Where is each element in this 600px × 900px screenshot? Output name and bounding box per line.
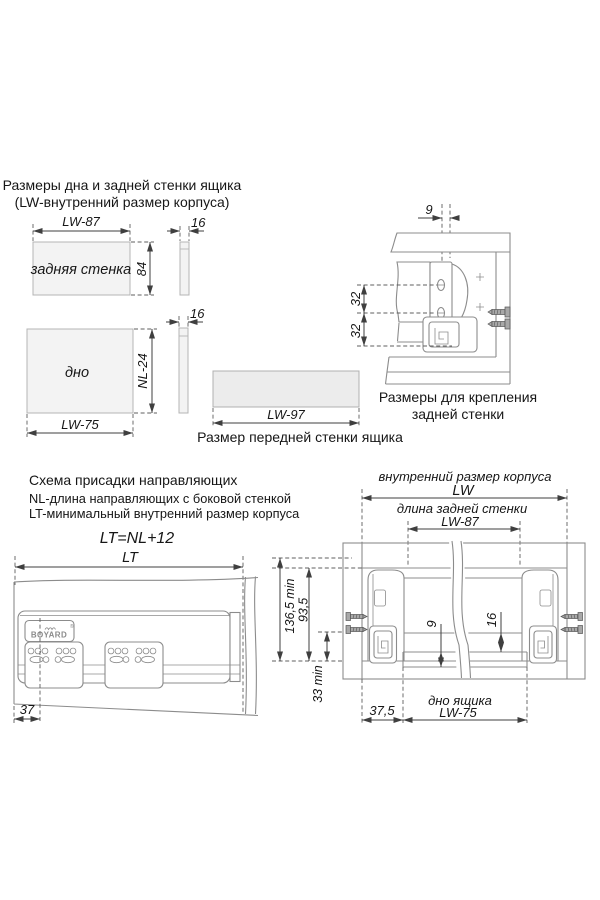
dim-bottom-thickness: 16 — [190, 306, 205, 321]
dim-back-wall-width: LW-87 — [62, 214, 100, 229]
dim-pitch-lower: 32 — [348, 323, 363, 339]
extension-lines — [179, 316, 188, 327]
dim-pitch-upper: 32 — [348, 291, 363, 307]
dim-lt-label: LT — [122, 550, 138, 566]
dim-first-hole: 37 — [19, 702, 35, 717]
dim-height-min: 136,5 min — [283, 578, 297, 634]
note-nl: NL-длина направляющих с боковой стенкой — [29, 491, 291, 506]
note-lt: LT-минимальный внутренний размер корпуса — [29, 506, 300, 521]
screw — [488, 307, 510, 317]
title-line2: (LW-внутренний размер корпуса) — [14, 194, 230, 210]
screw — [488, 319, 510, 329]
rails-scheme-title: Схема присадки направляющих — [29, 472, 238, 488]
back-mount-caption-line1: Размеры для крепления — [378, 389, 538, 405]
bottom-panel-dim: LW-75 — [439, 705, 477, 720]
back-wall-length-dim: LW-87 — [441, 514, 479, 529]
mount-plate-rear — [105, 642, 163, 688]
back-mount-caption-line2: задней стенки — [411, 406, 505, 422]
cabinet-top-band — [391, 233, 510, 252]
extension-lines — [180, 226, 189, 241]
front-panel-caption: Размер передней стенки ящика — [197, 429, 403, 445]
dim-thickness: 16 — [484, 612, 499, 628]
cross-marks — [476, 273, 484, 311]
rail-end-cap — [230, 613, 240, 682]
drawer-bottom-section — [397, 323, 425, 342]
drawer-side-left-slot — [375, 590, 386, 606]
bottom-edge-view — [179, 328, 188, 413]
cabinet-section-drawing — [272, 469, 585, 723]
mount-plate-front — [25, 642, 83, 688]
screw — [346, 626, 367, 634]
screw — [561, 626, 583, 634]
rail-mech-right-inner — [534, 631, 552, 658]
back-wall-edge-view — [180, 242, 189, 295]
dim-bottom-clearance: 33 min — [311, 665, 325, 703]
dim-back-wall-height: 84 — [134, 261, 149, 277]
back-wall-label: задняя стенка — [30, 262, 132, 278]
section-title-back-and-bottom — [3, 177, 242, 210]
dim-back-wall-thickness: 16 — [191, 215, 206, 230]
brand-reg-mark: ® — [70, 624, 74, 630]
bottom-panel-drawing — [27, 306, 205, 437]
front-panel-drawing — [197, 371, 403, 445]
dim-side-height: 93,5 — [296, 597, 311, 623]
dim-bottom-height: NL-24 — [135, 353, 150, 389]
brand-logo-text: BOYARD — [30, 630, 68, 640]
drawer-side-right-slot — [540, 590, 551, 606]
dim-offset-375: 37,5 — [369, 703, 395, 718]
dim-bottom-width: LW-75 — [61, 417, 99, 432]
back-wall-length-label: длина задней стенки — [396, 501, 528, 516]
screw — [561, 613, 583, 621]
rails-scheme-drawing — [14, 472, 300, 723]
inner-width-label: внутренний размер корпуса — [378, 469, 552, 484]
rail-mech-left-inner — [374, 631, 392, 658]
panel-break-lines — [245, 577, 257, 715]
dim-front-width: LW-97 — [267, 407, 305, 422]
bottom-panel-label: дно — [64, 365, 90, 381]
back-mount-drawing — [348, 202, 537, 422]
screw — [346, 613, 367, 621]
rail-cross-section-inner — [429, 322, 459, 347]
cabinet-bottom-band — [386, 357, 511, 384]
back-wall-drawing — [30, 214, 206, 295]
title-line1: Размеры дна и задней стенки ящика — [2, 177, 242, 193]
bottom-panel-caption: дно ящика — [428, 693, 492, 708]
dim-offset-9: 9 — [425, 202, 433, 217]
dim-gap: 9 — [424, 620, 439, 628]
formula-lt: LT=NL+12 — [99, 530, 175, 547]
inner-width-dim: LW — [452, 483, 474, 499]
front-panel — [213, 371, 359, 407]
